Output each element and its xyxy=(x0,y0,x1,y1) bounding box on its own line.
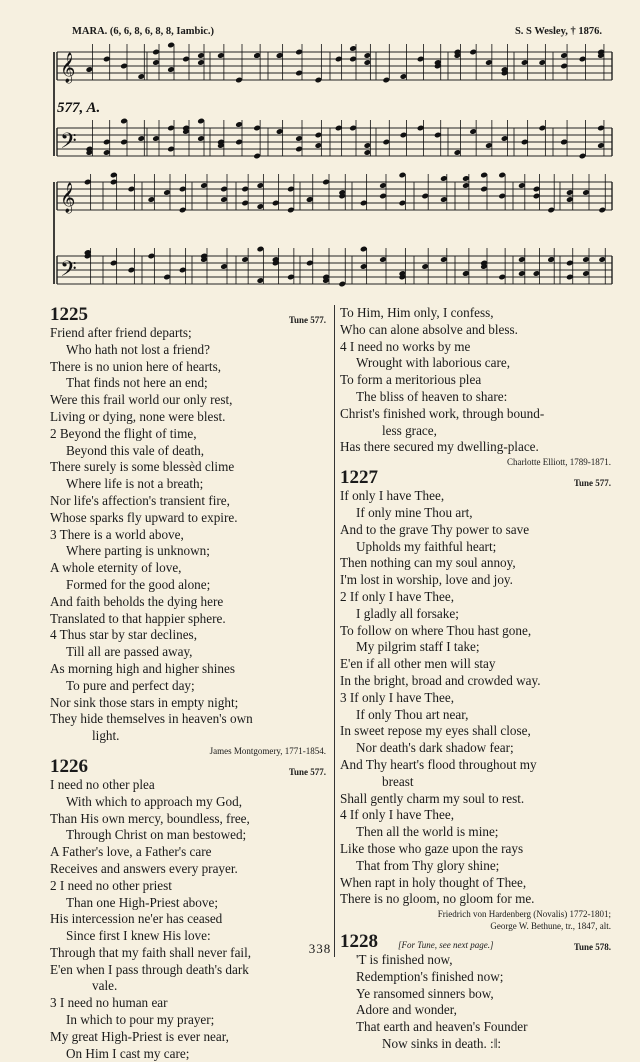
verse-line: breast xyxy=(382,773,414,789)
verse-line: They hide themselves in heaven's own xyxy=(50,711,253,727)
verse-line: 3 There is a world above, xyxy=(50,526,184,542)
bass-clef-icon: 𝄢 xyxy=(60,256,77,287)
verse-line: As morning high and higher shines xyxy=(50,660,235,676)
verse-line: Has there secured my dwelling-place. xyxy=(340,439,539,455)
verse-line: Ye ransomed sinners bow, xyxy=(356,985,494,1001)
hymn-1226 xyxy=(50,757,330,1062)
verse-line: 4 Thus star by star declines, xyxy=(50,627,197,643)
bass-clef-icon: 𝄢 xyxy=(60,128,77,159)
verse-line: Who hath not lost a friend? xyxy=(66,341,210,357)
verse-line: Receives and answers every prayer. xyxy=(50,860,238,876)
verse-line: 3 I need no human ear xyxy=(50,995,168,1011)
hymn-1226-continued xyxy=(340,305,615,468)
hymn-number: 1227 xyxy=(340,467,378,489)
verse-line: Than His own mercy, boundless, free, xyxy=(50,810,250,826)
verse-line: 3 If only I have Thee, xyxy=(340,689,455,705)
verse-line: Till all are passed away, xyxy=(66,644,193,660)
verse-line: Beyond this vale of death, xyxy=(66,442,205,458)
tune-note: [For Tune, see next page.] xyxy=(398,940,494,951)
hymn-number: 1228 xyxy=(340,931,378,953)
verse-line: Who can alone absolve and bless. xyxy=(340,321,518,337)
verse-line: Translated to that happier sphere. xyxy=(50,610,226,626)
verse-line: less grace, xyxy=(382,422,437,438)
verse-line: To Him, Him only, I confess, xyxy=(340,305,494,320)
column-divider xyxy=(334,305,335,957)
hymn-1227 xyxy=(340,468,615,932)
verse-line: Were this frail world our only rest, xyxy=(50,392,233,408)
treble-clef-icon: 𝄞 xyxy=(60,182,76,213)
hymn-heading xyxy=(50,305,330,325)
verse-line: To form a meritorious plea xyxy=(340,372,482,388)
verse-line: There is no gloom, no gloom for me. xyxy=(340,891,535,907)
verse-line: Friend after friend departs; xyxy=(50,325,192,340)
verse-line: When rapt in holy thought of Thee, xyxy=(340,874,527,890)
verse-line: And to the grave Thy power to save xyxy=(340,521,530,537)
verse-line: 2 If only I have Thee, xyxy=(340,588,455,604)
verse-line: His intercession ne'er has ceased xyxy=(50,911,223,927)
verse-line: Upholds my faithful heart; xyxy=(356,538,497,554)
verse-line: The bliss of heaven to share: xyxy=(356,388,508,404)
verse-line: Redemption's finished now; xyxy=(356,968,504,984)
tune-composer: S. S Wesley, † 1876. xyxy=(514,26,602,37)
verse-line: I need no other plea xyxy=(50,776,155,792)
verse-line: Through that my faith shall never fail, xyxy=(50,944,252,960)
verse-line: Adore and wonder, xyxy=(356,1002,457,1018)
verse-line: Shall gently charm my soul to rest. xyxy=(340,790,525,806)
tune-reference: Tune 577. xyxy=(573,478,611,489)
verse-line: Formed for the good alone; xyxy=(66,576,211,592)
tune-reference: Tune 577. xyxy=(288,766,326,777)
page-number: 338 xyxy=(308,941,332,956)
verse-line: There surely is some blessèd clime xyxy=(50,459,235,475)
verse-line: Wrought with laborious care, xyxy=(356,355,511,371)
verse-line: 4 If only I have Thee, xyxy=(340,807,455,823)
verse-line: Like those who gaze upon the rays xyxy=(340,840,524,856)
verse-line: And Thy heart's flood throughout my xyxy=(340,756,537,772)
author-attribution: Charlotte Elliott, 1789-1871. xyxy=(507,457,611,468)
verse-line: Then all the world is mine; xyxy=(356,824,499,840)
verse-line: 4 I need no works by me xyxy=(340,338,471,354)
hymn-heading xyxy=(50,757,330,777)
verse-line: light. xyxy=(92,728,120,744)
verse-line: That from Thy glory shine; xyxy=(356,857,500,873)
author-attribution: George W. Bethune, tr., 1847, alt. xyxy=(490,921,611,932)
verse-line: Living or dying, none were blest. xyxy=(50,408,226,424)
verse-line: 2 Beyond the flight of time, xyxy=(50,425,197,441)
verse-line: If only Thou art near, xyxy=(356,706,469,722)
verse-line: And faith beholds the dying here xyxy=(50,593,224,609)
hymn-number: 1225 xyxy=(50,304,88,325)
hymn-number: 1226 xyxy=(50,755,88,777)
verse-line: vale. xyxy=(92,978,118,994)
verse-line: Since first I knew His love: xyxy=(66,928,211,944)
verse-line: On Him I cast my care; xyxy=(66,1045,190,1061)
verse-line: Now sinks in death. :‖: xyxy=(382,1036,502,1052)
verse-line: Where life is not a breath; xyxy=(66,476,204,492)
verse-line: In which to pour my prayer; xyxy=(66,1012,215,1028)
music-score xyxy=(0,0,640,305)
verse-line: My pilgrim staff I take; xyxy=(356,639,480,655)
verse-line: Whose sparks fly upward to expire. xyxy=(50,509,238,525)
verse-line: 2 I need no other priest xyxy=(50,877,172,893)
verse-line: Where parting is unknown; xyxy=(66,543,210,559)
verse-line: There is no union here of hearts, xyxy=(50,358,222,374)
verse-line: Nor life's affection's transient fire, xyxy=(50,492,230,508)
verse-line: If only mine Thou art, xyxy=(356,504,473,520)
tune-reference: Tune 578. xyxy=(573,942,611,953)
verse-line: To pure and perfect day; xyxy=(66,677,195,693)
verse-line: Christ's finished work, through bound- xyxy=(340,405,545,421)
tune-reference: Tune 577. xyxy=(288,315,326,325)
verse-line: To follow on where Thou hast gone, xyxy=(340,622,532,638)
hymn-1225 xyxy=(50,305,330,757)
verse-line: E'en when I pass through death's dark xyxy=(50,961,249,977)
author-attribution: Friedrich von Hardenberg (Novalis) 1772-1801; xyxy=(437,909,611,920)
verse-line: In sweet repose my eyes shall close, xyxy=(340,723,531,739)
verse-line: I'm lost in worship, love and joy. xyxy=(340,572,513,588)
verse-line: A Father's love, a Father's care xyxy=(50,844,212,860)
verse-line: Through Christ on man bestowed; xyxy=(66,827,247,843)
verse-line: If only I have Thee, xyxy=(340,488,445,504)
hymn-heading xyxy=(340,468,615,488)
verse-line: My great High-Priest is ever near, xyxy=(50,1028,229,1044)
verse-line: Nor sink those stars in empty night; xyxy=(50,694,239,710)
verse-line: Nor death's dark shadow fear; xyxy=(356,740,514,756)
verse-line: I gladly all forsake; xyxy=(356,605,459,621)
author-attribution: James Montgomery, 1771-1854. xyxy=(209,745,326,756)
verse-line: In the bright, broad and crowded way. xyxy=(340,672,541,688)
verse-line: With which to approach my God, xyxy=(66,793,242,809)
verse-line: That earth and heaven's Founder xyxy=(356,1019,528,1035)
verse-line: 'T is finished now, xyxy=(356,952,453,968)
verse-line: Then nothing can my soul annoy, xyxy=(340,555,516,571)
tune-name-meter: MARA. (6, 6, 8, 6, 8, 8, Iambic.) xyxy=(72,26,215,37)
verse-line: That finds not here an end; xyxy=(66,375,208,391)
hymn-reference-label: 577, A. xyxy=(57,100,101,116)
verse-line: E'en if all other men will stay xyxy=(340,656,496,672)
verse-line: Than one High-Priest above; xyxy=(66,894,218,910)
treble-clef-icon: 𝄞 xyxy=(60,52,76,83)
verse-line: A whole eternity of love, xyxy=(50,560,182,576)
